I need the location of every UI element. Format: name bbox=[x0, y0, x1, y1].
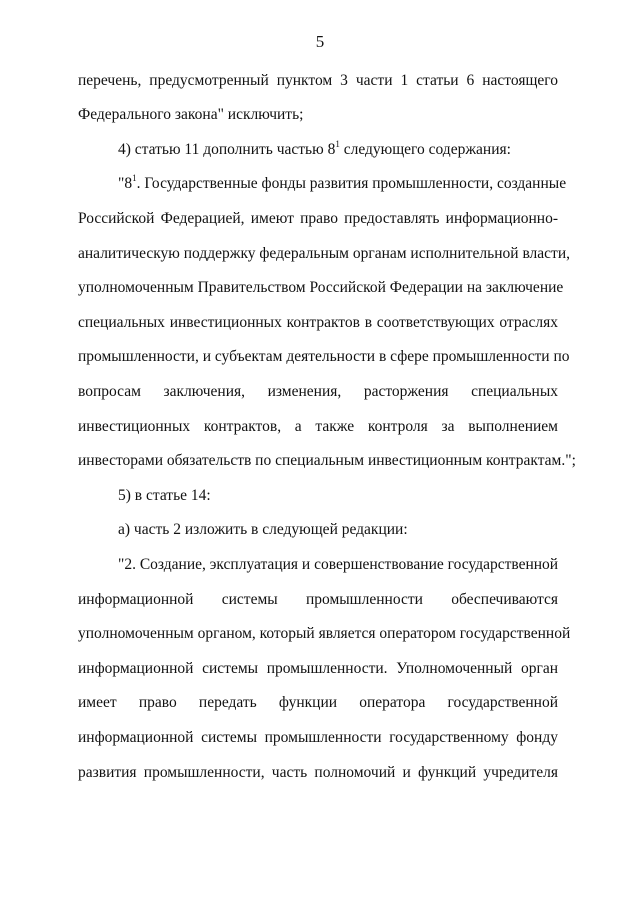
text-line: Федерального закона" исключить; bbox=[78, 106, 304, 123]
text-line: развития промышленности, часть полномочий и функций учредителя bbox=[78, 764, 558, 781]
text-line: специальных инвестиционных контрактов в соответствующих отраслях bbox=[78, 314, 558, 331]
text-line: информационной системы промышленности. Уполномоченный орган bbox=[78, 660, 558, 677]
text-line: уполномоченным Правительством Российской Федерации на заключение bbox=[78, 279, 564, 296]
text-line: инвесторами обязательств по специальным инвестиционным контрактам."; bbox=[78, 452, 576, 469]
text-line: инвестиционных контрактов, а также контроля за выполнением bbox=[78, 418, 558, 435]
text-line: а) часть 2 изложить в следующей редакции: bbox=[118, 521, 408, 538]
text-line: имеет право передать функции оператора государственной bbox=[78, 694, 558, 711]
text-line: "2. Создание, эксплуатация и совершенствование государственной bbox=[118, 556, 559, 573]
text-line: "$8^1$. Государственные фонды развития промышленности, созданные bbox=[118, 172, 567, 192]
text-line: информационной системы промышленности обеспечиваются bbox=[78, 591, 558, 608]
text-line: информационной системы промышленности государственному фонду bbox=[78, 729, 558, 746]
page-number: 5 bbox=[315, 32, 325, 51]
text-line: Российской Федерацией, имеют право предоставлять информационно- bbox=[78, 210, 558, 227]
text-line: 4) статью 11 дополнить частью $8^1$ следующего содержания: bbox=[118, 138, 511, 158]
text-line: уполномоченным органом, который является оператором государственной bbox=[78, 625, 571, 642]
text-line: перечень, предусмотренный пунктом 3 части 1 статьи 6 настоящего bbox=[78, 72, 558, 89]
text-line: промышленности, и субъектам деятельности в сфере промышленности по bbox=[78, 348, 570, 365]
text-line: вопросам заключения, изменения, расторжения специальных bbox=[78, 383, 558, 400]
text-line: аналитическую поддержку федеральным органам исполнительной власти, bbox=[78, 245, 570, 262]
text-line: 5) в статье 14: bbox=[118, 487, 211, 504]
